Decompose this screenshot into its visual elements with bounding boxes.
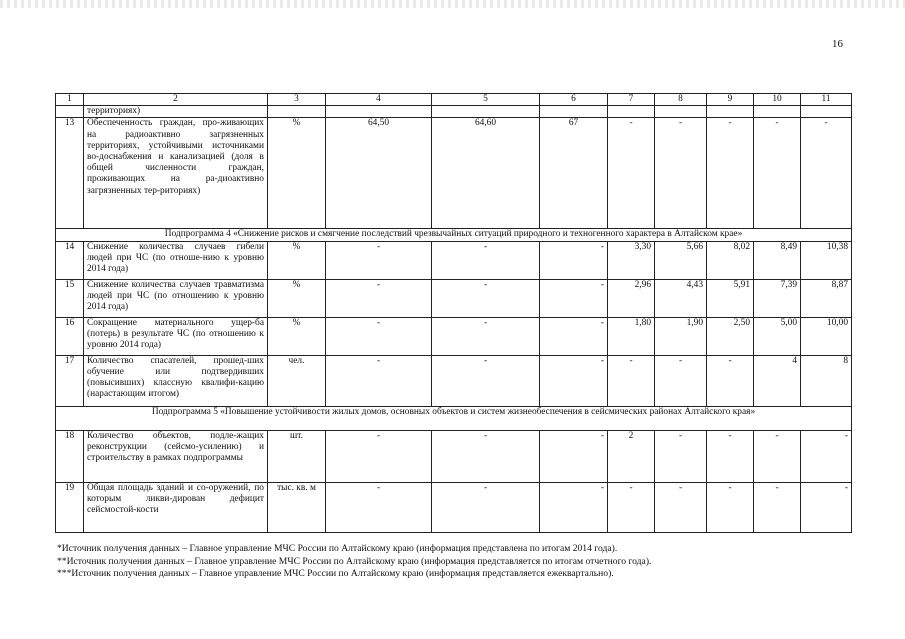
header-cell: 6 bbox=[540, 94, 608, 106]
footnotes bbox=[57, 543, 857, 581]
header-cell: 7 bbox=[608, 94, 655, 106]
indicator-name: Сокращение материального ущер-ба (потерь) в результате ЧС (по отношению к уровню 2014 года) bbox=[84, 317, 268, 355]
value-cell: - bbox=[326, 482, 432, 532]
value-cell: 5,66 bbox=[655, 241, 707, 279]
value-cell: 4,43 bbox=[655, 279, 707, 317]
footnote-3: ***Источник получения данных – Главное управление МЧС России по Алтайскому краю (информация представляется ежеквартально). bbox=[57, 568, 614, 580]
page-number: 16 bbox=[832, 38, 843, 50]
value-cell: - bbox=[655, 355, 707, 406]
value-cell: - bbox=[540, 317, 608, 355]
value-cell: - bbox=[801, 430, 852, 482]
value-cell: - bbox=[754, 482, 801, 532]
indicator-name: Снижение количества случаев гибели людей при ЧС (по отноше-нию к уровню 2014 года) bbox=[84, 241, 268, 279]
value-cell: - bbox=[540, 430, 608, 482]
header-cell: 3 bbox=[268, 94, 326, 106]
value-cell: - bbox=[608, 355, 655, 406]
scan-top-edge bbox=[0, 0, 905, 8]
indicator-name: Общая площадь зданий и со-оружений, по которым ликви-дирован дефицит сейсмостой-кости bbox=[84, 482, 268, 532]
table-row bbox=[56, 118, 852, 229]
value-cell: 64,50 bbox=[326, 118, 432, 229]
row-number: 15 bbox=[56, 279, 84, 317]
continuation-text: территориях) bbox=[84, 106, 268, 118]
value-cell: - bbox=[432, 279, 540, 317]
value-cell: - bbox=[608, 482, 655, 532]
table-row bbox=[56, 482, 852, 532]
value-cell: - bbox=[326, 241, 432, 279]
subprogram-row bbox=[56, 406, 852, 430]
value-cell: - bbox=[801, 118, 852, 229]
row-number: 16 bbox=[56, 317, 84, 355]
value-cell: 8,49 bbox=[754, 241, 801, 279]
indicator-name: Обеспеченность граждан, про-живающих на радиоактивно загрязненных территориях, устойчивыми источниками во-доснабжения и канализацией (доля в общей численности граждан, проживающих на ра-диоактивно загрязненных тер-риториях) bbox=[84, 118, 268, 229]
header-cell: 10 bbox=[754, 94, 801, 106]
value-cell: - bbox=[707, 118, 754, 229]
value-cell: 67 bbox=[540, 118, 608, 229]
value-cell: - bbox=[432, 317, 540, 355]
value-cell: 2 bbox=[608, 430, 655, 482]
header-cell: 11 bbox=[801, 94, 852, 106]
table-row bbox=[56, 241, 852, 279]
continuation-row bbox=[56, 106, 852, 118]
row-number: 17 bbox=[56, 355, 84, 406]
value-cell: 8,87 bbox=[801, 279, 852, 317]
value-cell: - bbox=[707, 355, 754, 406]
value-cell: - bbox=[540, 482, 608, 532]
value-cell: 3,30 bbox=[608, 241, 655, 279]
value-cell: - bbox=[540, 355, 608, 406]
table-row bbox=[56, 430, 852, 482]
subprogram-5-title: Подпрограмма 5 «Повышение устойчивости жилых домов, основных объектов и систем жизнеобеспечения в сейсмических районах Алтайского края» bbox=[56, 406, 852, 430]
table-row bbox=[56, 317, 852, 355]
unit: % bbox=[268, 118, 326, 229]
row-number: 14 bbox=[56, 241, 84, 279]
value-cell: - bbox=[432, 482, 540, 532]
footnote-2: **Источник получения данных – Главное управление МЧС России по Алтайскому краю (информация представляется по итогам отчетного года). bbox=[57, 555, 652, 567]
unit: % bbox=[268, 279, 326, 317]
unit: % bbox=[268, 317, 326, 355]
value-cell: 2,50 bbox=[707, 317, 754, 355]
indicators-table bbox=[55, 93, 852, 533]
indicator-name: Количество объектов, подле-жащих реконструкции (сейсмо-усилению) и строительству в рамках подпрограммы bbox=[84, 430, 268, 482]
header-cell: 2 bbox=[84, 94, 268, 106]
value-cell: - bbox=[432, 355, 540, 406]
value-cell: 5,91 bbox=[707, 279, 754, 317]
indicator-name: Количество спасателей, прошед-ших обучение или подтвердивших (повысивших) классную квалифи-кацию (нарастающим итогом) bbox=[84, 355, 268, 406]
value-cell: 64,60 bbox=[432, 118, 540, 229]
header-cell: 8 bbox=[655, 94, 707, 106]
value-cell: 1,90 bbox=[655, 317, 707, 355]
value-cell: - bbox=[326, 317, 432, 355]
value-cell: - bbox=[540, 279, 608, 317]
value-cell: 8,02 bbox=[707, 241, 754, 279]
value-cell: - bbox=[754, 430, 801, 482]
value-cell: 5,00 bbox=[754, 317, 801, 355]
header-cell: 4 bbox=[326, 94, 432, 106]
value-cell: - bbox=[540, 241, 608, 279]
value-cell: - bbox=[754, 118, 801, 229]
value-cell: - bbox=[432, 430, 540, 482]
value-cell: 8 bbox=[801, 355, 852, 406]
value-cell: - bbox=[655, 482, 707, 532]
table-row bbox=[56, 355, 852, 406]
subprogram-row bbox=[56, 229, 852, 241]
unit: % bbox=[268, 241, 326, 279]
value-cell: - bbox=[655, 430, 707, 482]
value-cell: 1,80 bbox=[608, 317, 655, 355]
value-cell: 2,96 bbox=[608, 279, 655, 317]
unit: тыс. кв. м bbox=[268, 482, 326, 532]
value-cell: - bbox=[608, 118, 655, 229]
value-cell: 4 bbox=[754, 355, 801, 406]
unit: шт. bbox=[268, 430, 326, 482]
value-cell: - bbox=[432, 241, 540, 279]
subprogram-4-title: Подпрограмма 4 «Снижение рисков и смягчение последствий чрезвычайных ситуаций природного и техногенного характера в Алтайском крае» bbox=[56, 229, 852, 241]
row-number: 13 bbox=[56, 118, 84, 229]
footnote-1: *Источник получения данных – Главное управление МЧС России по Алтайскому краю (информация представлена по итогам 2014 года). bbox=[57, 543, 618, 554]
row-number: 18 bbox=[56, 430, 84, 482]
value-cell: - bbox=[655, 118, 707, 229]
value-cell: - bbox=[326, 279, 432, 317]
value-cell: - bbox=[707, 430, 754, 482]
indicator-name: Снижение количества случаев травматизма людей при ЧС (по отношению к уровню 2014 года) bbox=[84, 279, 268, 317]
unit: чел. bbox=[268, 355, 326, 406]
value-cell: - bbox=[326, 355, 432, 406]
value-cell: 10,00 bbox=[801, 317, 852, 355]
header-cell: 5 bbox=[432, 94, 540, 106]
value-cell: 7,39 bbox=[754, 279, 801, 317]
value-cell: 10,38 bbox=[801, 241, 852, 279]
row-number: 19 bbox=[56, 482, 84, 532]
header-cell: 9 bbox=[707, 94, 754, 106]
header-row bbox=[56, 94, 852, 106]
value-cell: - bbox=[326, 430, 432, 482]
value-cell: - bbox=[707, 482, 754, 532]
table-row bbox=[56, 279, 852, 317]
value-cell: - bbox=[801, 482, 852, 532]
header-cell: 1 bbox=[56, 94, 84, 106]
